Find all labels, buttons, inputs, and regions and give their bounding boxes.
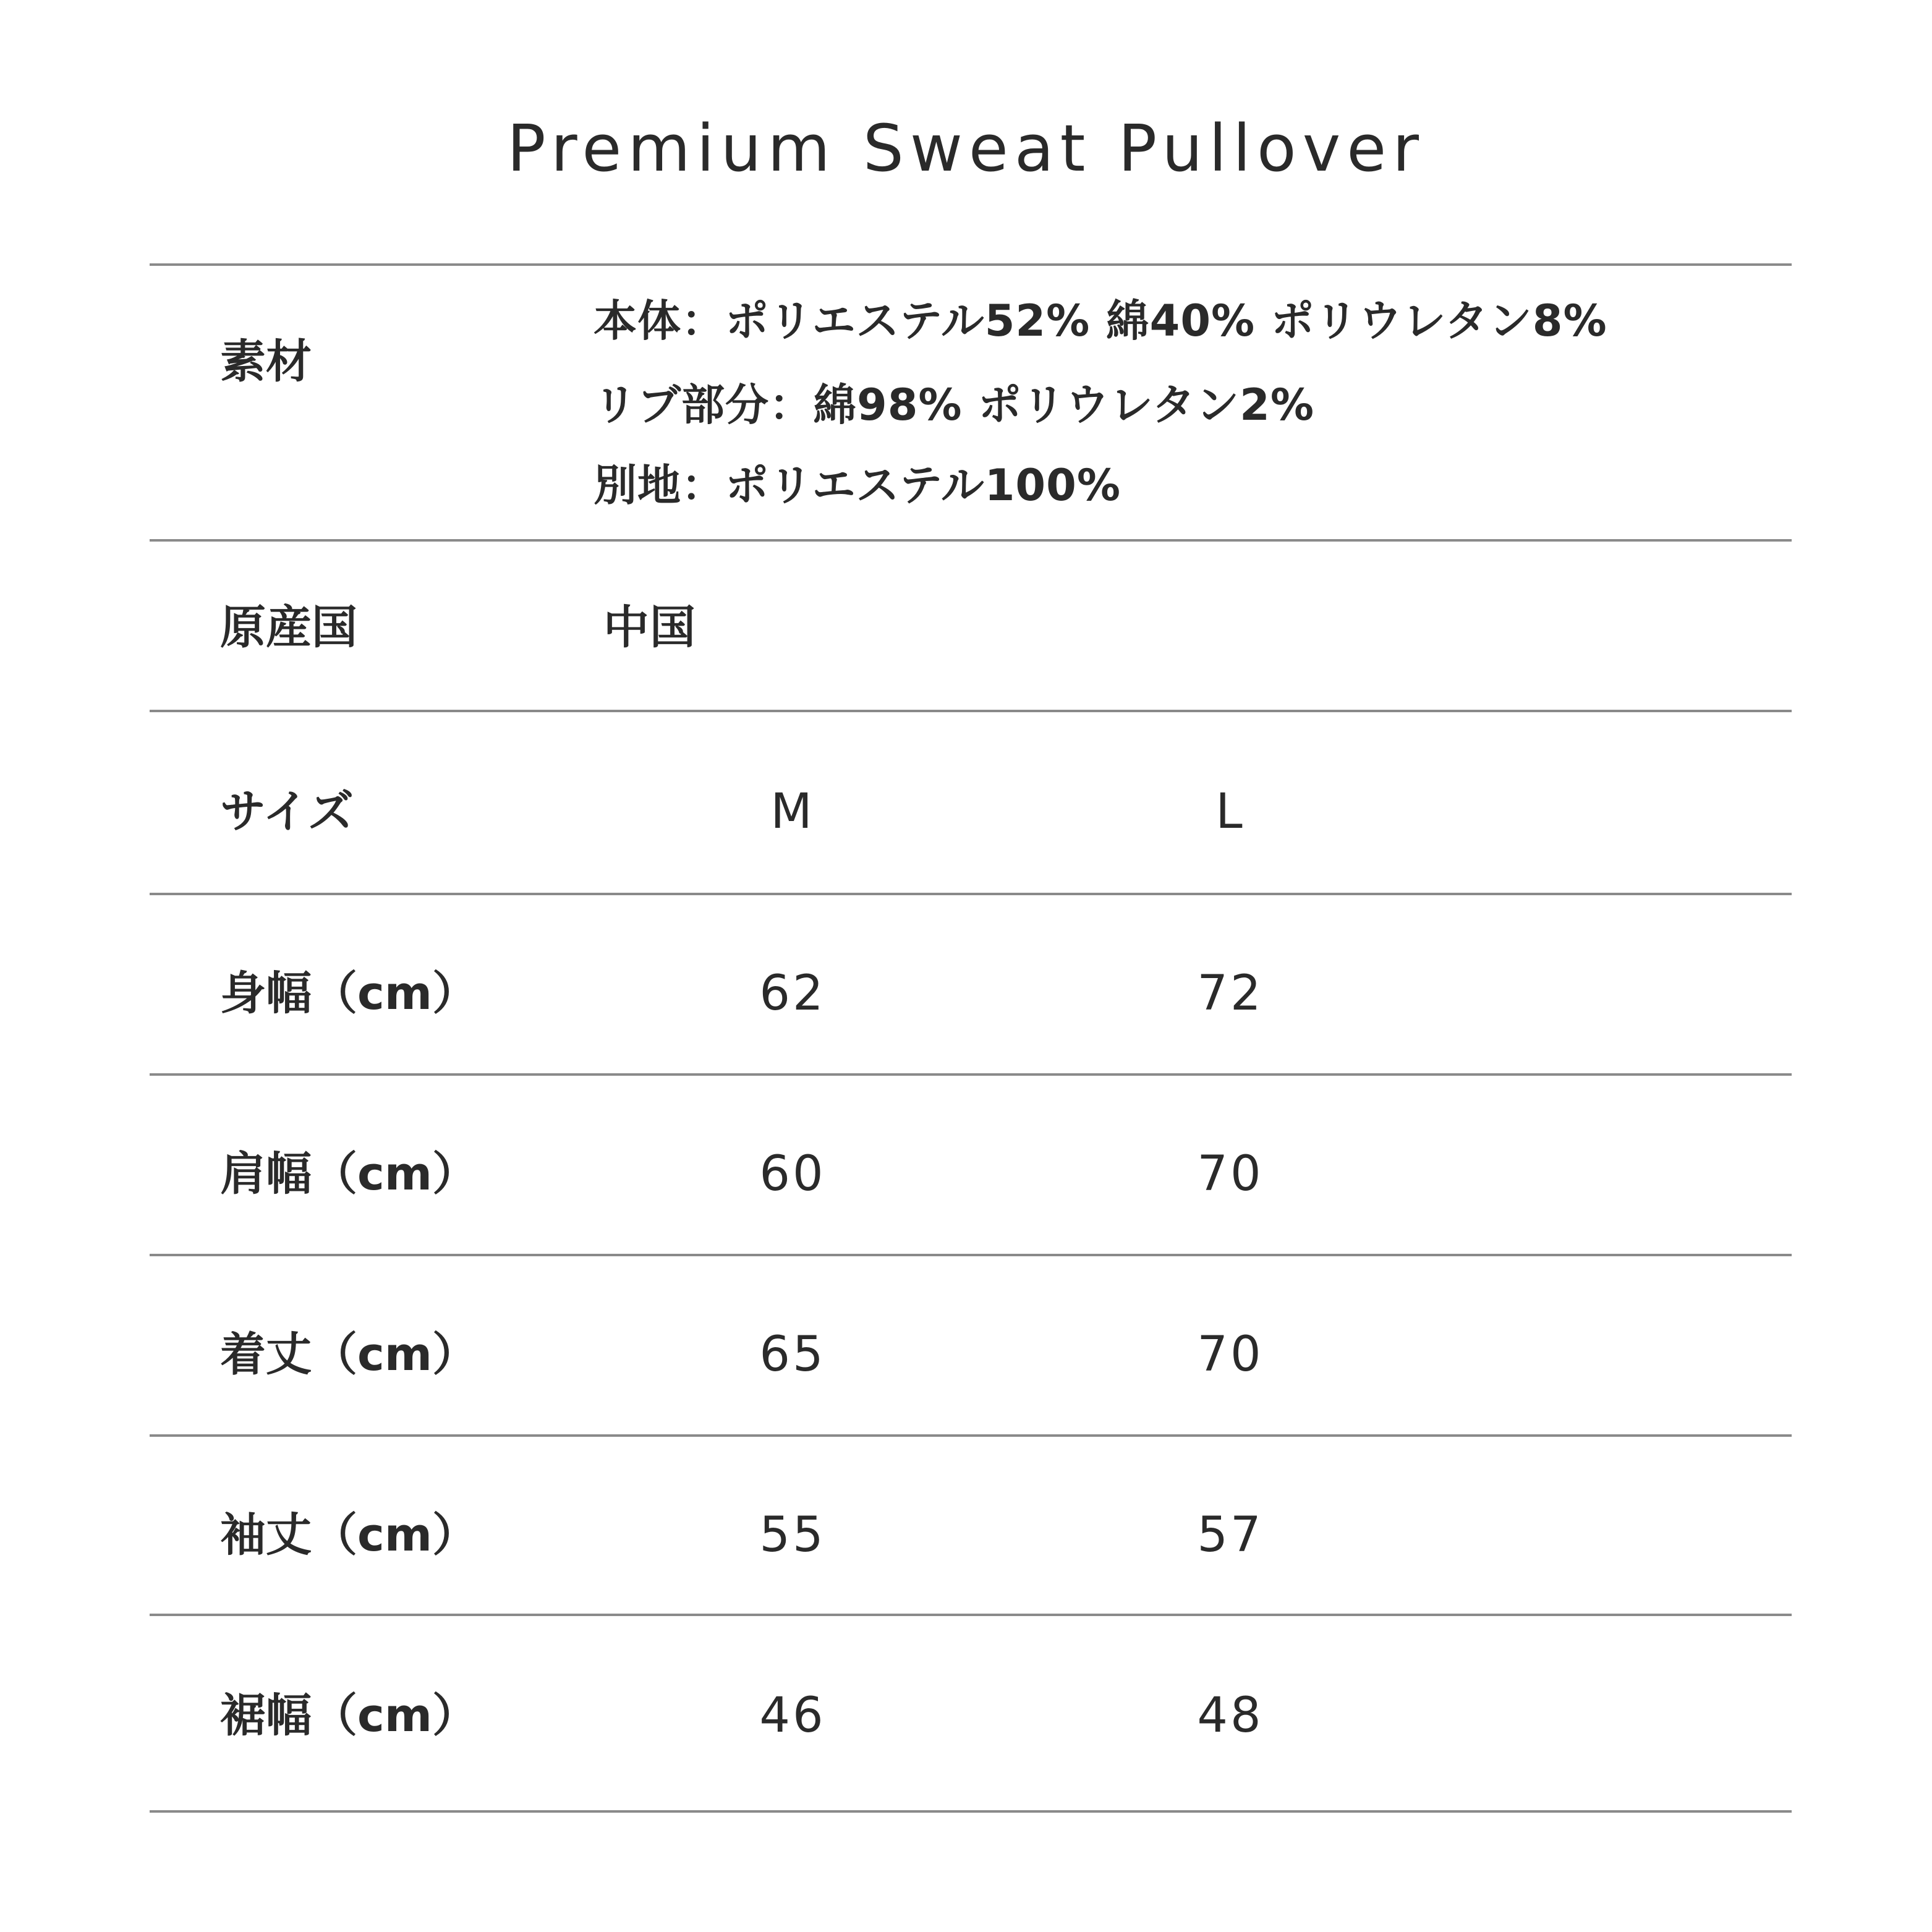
measurement-value-l: 70 [1197,1146,1264,1202]
table-divider [150,1254,1792,1256]
table-divider [150,893,1792,895]
table-divider [150,1614,1792,1616]
material-line-other: 別地：ポリエステル100% [594,460,1121,511]
measurement-value-m: 62 [759,966,826,1021]
table-divider [150,263,1792,266]
size-column-l: L [1215,784,1245,840]
table-divider [150,539,1792,542]
table-divider [150,710,1792,712]
measurement-value-l: 48 [1197,1688,1264,1743]
origin-value: 中国 [603,601,696,654]
measurement-label: 着丈（cm） [220,1328,478,1381]
table-divider [150,1073,1792,1076]
measurement-value-m: 65 [759,1327,826,1382]
measurement-value-l: 72 [1197,966,1264,1021]
size-label: サイズ [220,785,354,838]
measurement-label: 裾幅（cm） [220,1689,478,1742]
material-line-rib: リブ部分：綿98% ポリウレタン2% [594,380,1314,430]
material-line-body: 本体：ポリエステル52% 綿40% ポリウレタン8% [594,296,1607,346]
measurement-label: 袖丈（cm） [220,1509,478,1562]
measurement-label: 肩幅（cm） [220,1147,478,1201]
measurement-value-l: 57 [1197,1507,1264,1563]
measurement-value-l: 70 [1197,1327,1264,1382]
measurement-value-m: 55 [759,1507,826,1563]
product-title: Premium Sweat Pullover [507,111,1425,186]
table-divider [150,1434,1792,1437]
measurement-value-m: 60 [759,1146,826,1202]
material-label: 素材 [220,335,312,388]
measurement-label: 身幅（cm） [220,967,478,1020]
size-column-m: M [770,784,815,840]
origin-label: 原産国 [220,601,357,654]
table-divider [150,1810,1792,1813]
measurement-value-m: 46 [759,1688,826,1743]
